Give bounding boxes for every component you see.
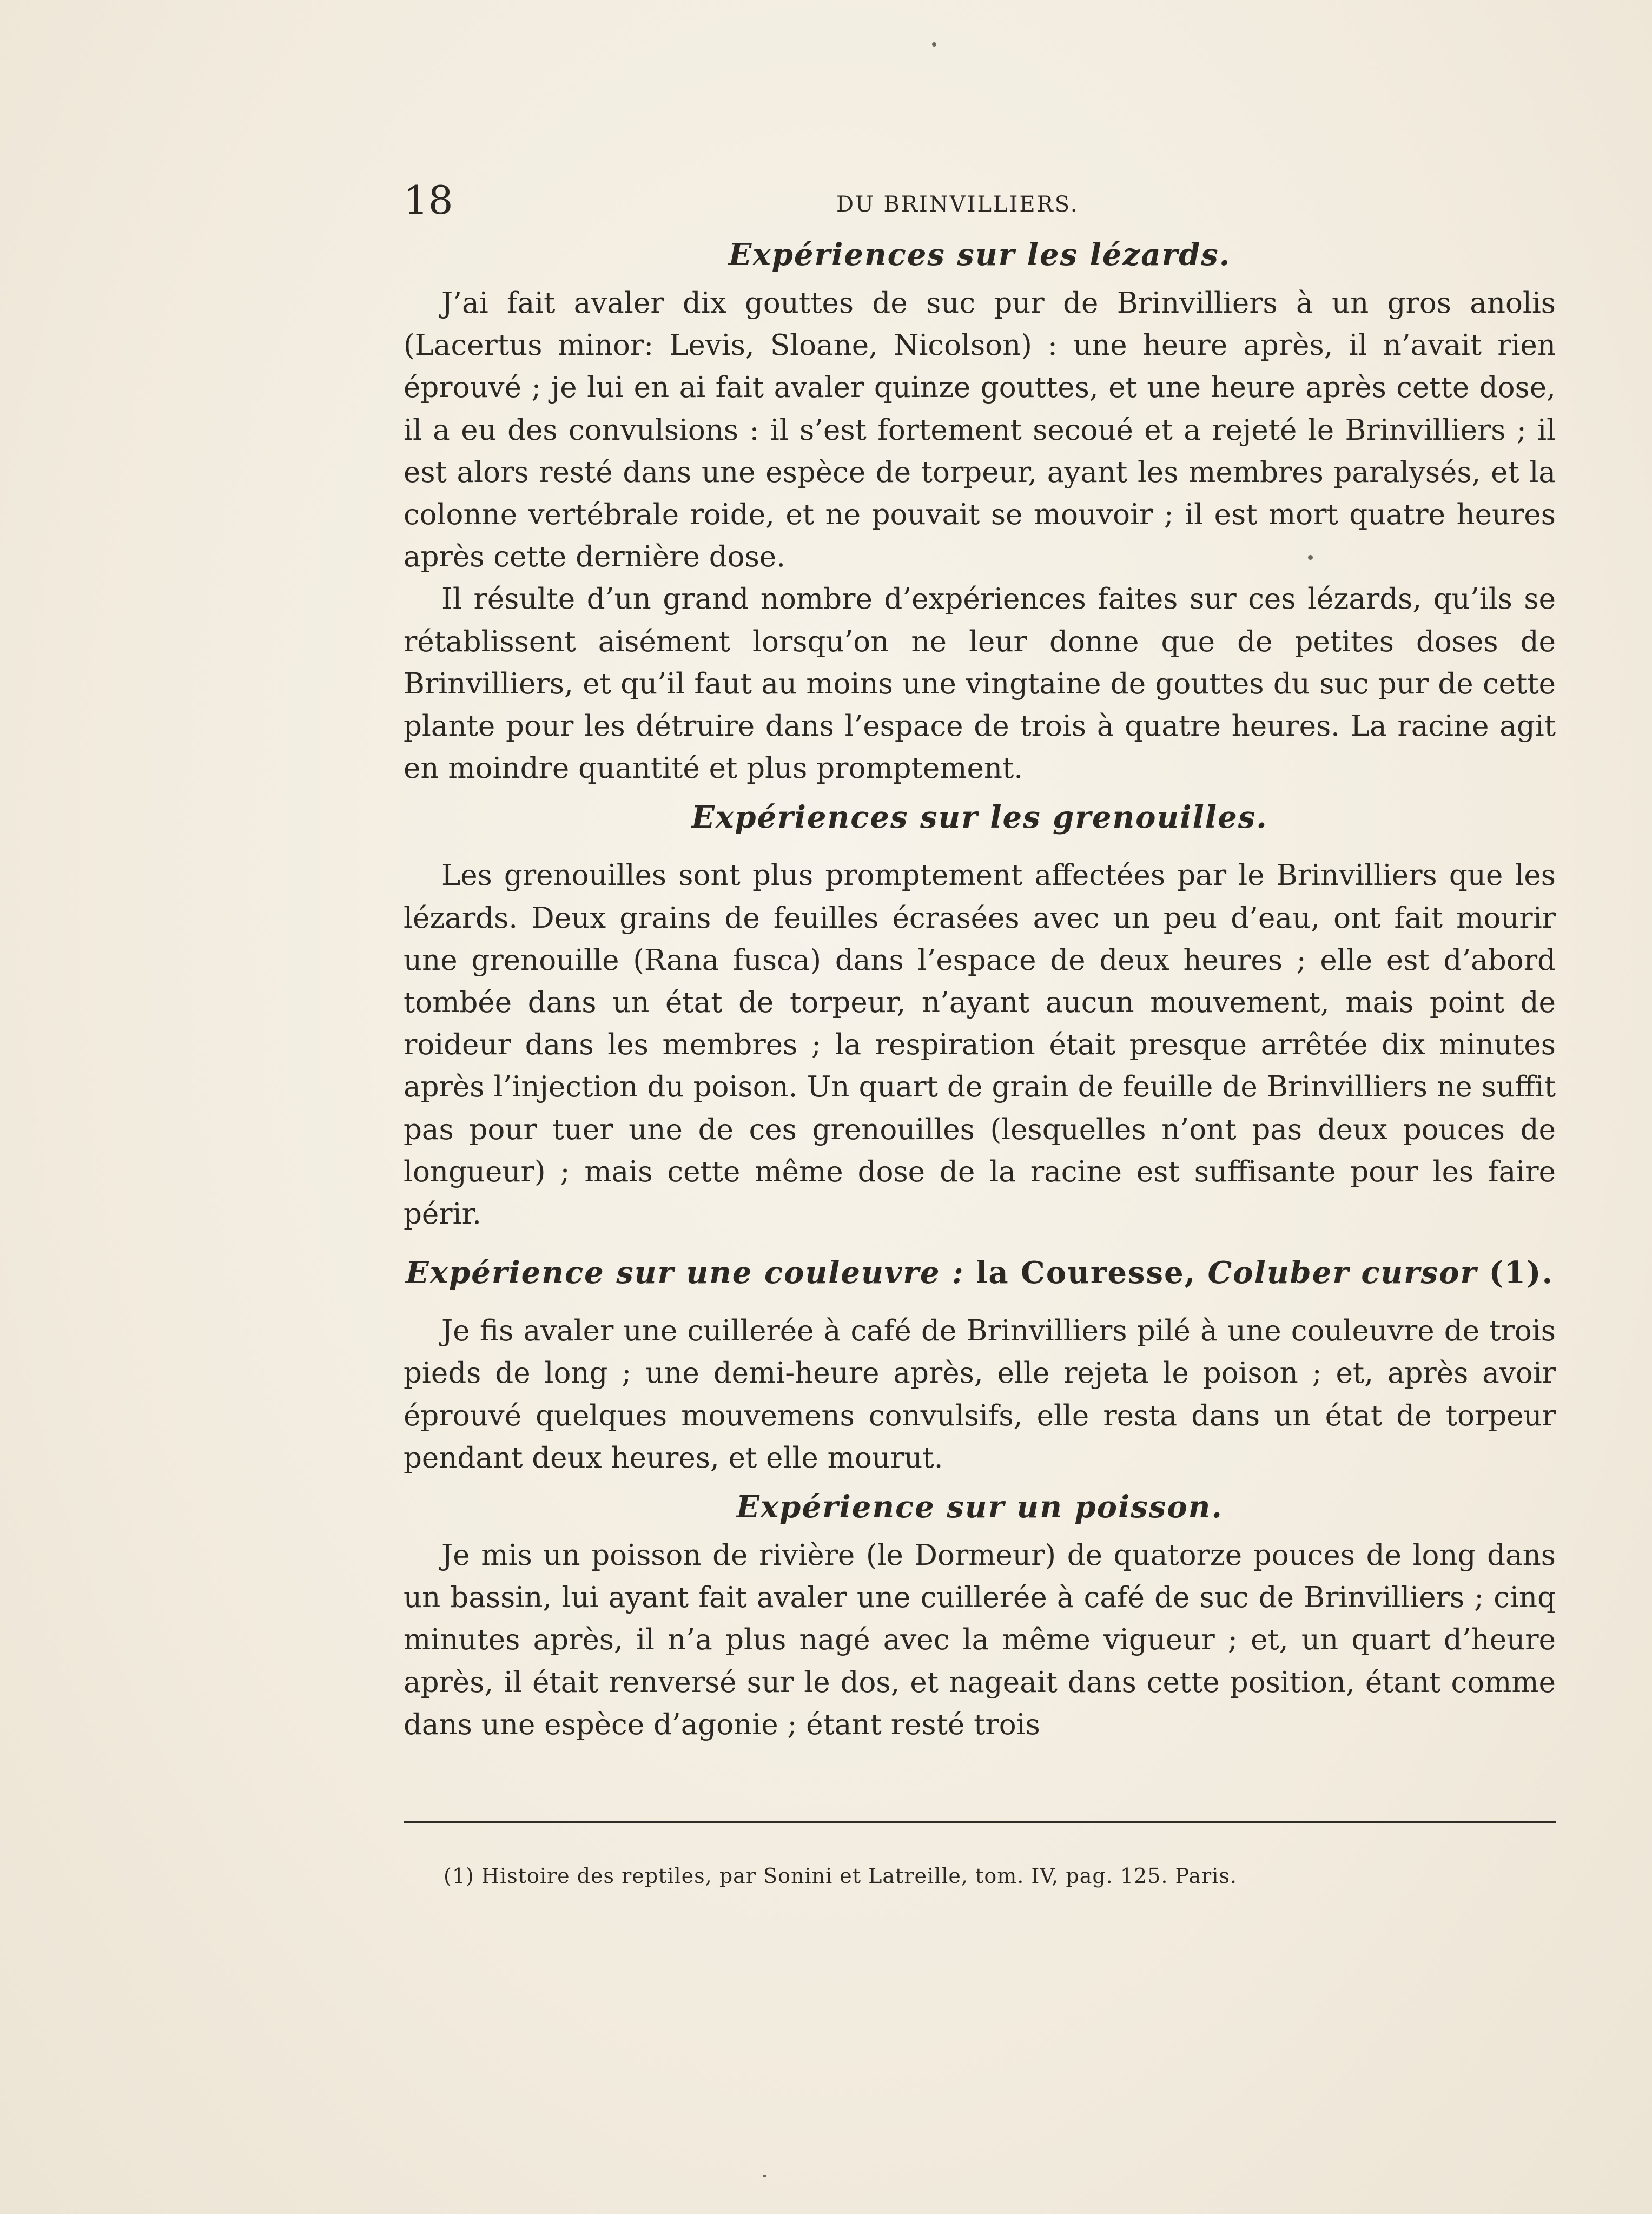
paragraph-lezards-2: Il résulte d’un grand nombre d’expériences faites sur ces lézards, qu’ils se rétablissent aisément lorsqu’on ne leur donne que de petites doses de Brinvilliers, et qu’il faut au moins une vingtaine de gouttes du suc pur de cette plante pour les détruire dans l’espace de trois à quatre heures. La racine agit en moindre quantité et plus promptement. (404, 583, 1556, 785)
heading-couleuvre (404, 1252, 1556, 1294)
main-text (404, 234, 1556, 1746)
heading-grenouilles: Expériences sur les grenouilles. (691, 799, 1268, 836)
heading-couleuvre-species: Coluber cursor (1207, 1255, 1478, 1291)
page-number: 18 (404, 177, 453, 223)
heading-couleuvre-plain: la Couresse, (976, 1255, 1197, 1291)
paper-speck (932, 42, 936, 47)
paper-speck (1308, 555, 1313, 560)
paragraph-lezards-1: J’ai fait avaler dix gouttes de suc pur de Brinvilliers à un gros anolis (Lacertus minor: Levis, Sloane, Nicolson) : une heure après, il n’avait rien éprouvé ; je lui en ai fait avaler quinze gouttes, et une heure après cette dose, il a eu des convulsions : il s’est fortement secoué et a rejeté le Brinvilliers ; il est alors resté dans une espèce de torpeur, ayant les membres paralysés, et la colonne vertébrale roide, et ne pouvait se mouvoir ; il est mort quatre heures après cette dernière dose. (404, 287, 1556, 574)
page-header (404, 176, 1485, 235)
running-title: DU BRINVILLIERS. (836, 192, 1079, 217)
paragraph-grenouilles: Les grenouilles sont plus promptement affectées par le Brinvilliers que les lézards. Deux grains de feuilles écrasées avec un peu d’eau, ont fait mourir une grenouille (Rana fusca) dans l’espace de deux heures ; elle est d’abord tombée dans un état de torpeur, n’ayant aucun mouvement, mais point de roideur dans les membres ; la respiration était presque arrêtée dix minutes après l’injection du poison. Un quart de grain de feuille de Brinvilliers ne suffit pas pour tuer une de ces grenouilles (lesquelles n’ont pas deux pouces de longueur) ; mais cette même dose de la racine est suffisante pour les faire périr. (404, 859, 1556, 1231)
heading-couleuvre-italic: Expérience sur une couleuvre : (406, 1255, 964, 1291)
footnote: (1) Histoire des reptiles, par Sonini et Latreille, tom. IV, pag. 125. Paris. (444, 1864, 1237, 1888)
heading-couleuvre-note: (1). (1489, 1255, 1554, 1291)
paragraph-poisson: Je mis un poisson de rivière (le Dormeur) de quatorze pouces de long dans un bassin, lui ayant fait avaler une cuillerée à café de suc de Brinvilliers ; cinq minutes après, il n’a plus nagé avec la même vigueur ; et, un quart d’heure après, il était renversé sur le dos, et nageait dans cette position, étant comme dans une espèce d’agonie ; étant resté trois (404, 1539, 1556, 1741)
paper-speck (763, 2175, 766, 2177)
footnote-divider (404, 1821, 1556, 1823)
paragraph-couleuvre: Je fis avaler une cuillerée à café de Brinvilliers pilé à une couleuvre de trois pieds de long ; une demi-heure après, elle rejeta le poison ; et, après avoir éprouvé quelques mouvemens convulsifs, elle resta dans un état de torpeur pendant deux heures, et elle mourut. (404, 1314, 1556, 1475)
heading-poisson: Expérience sur un poisson. (736, 1489, 1223, 1525)
heading-lezards: Expériences sur les lézards. (728, 237, 1231, 273)
